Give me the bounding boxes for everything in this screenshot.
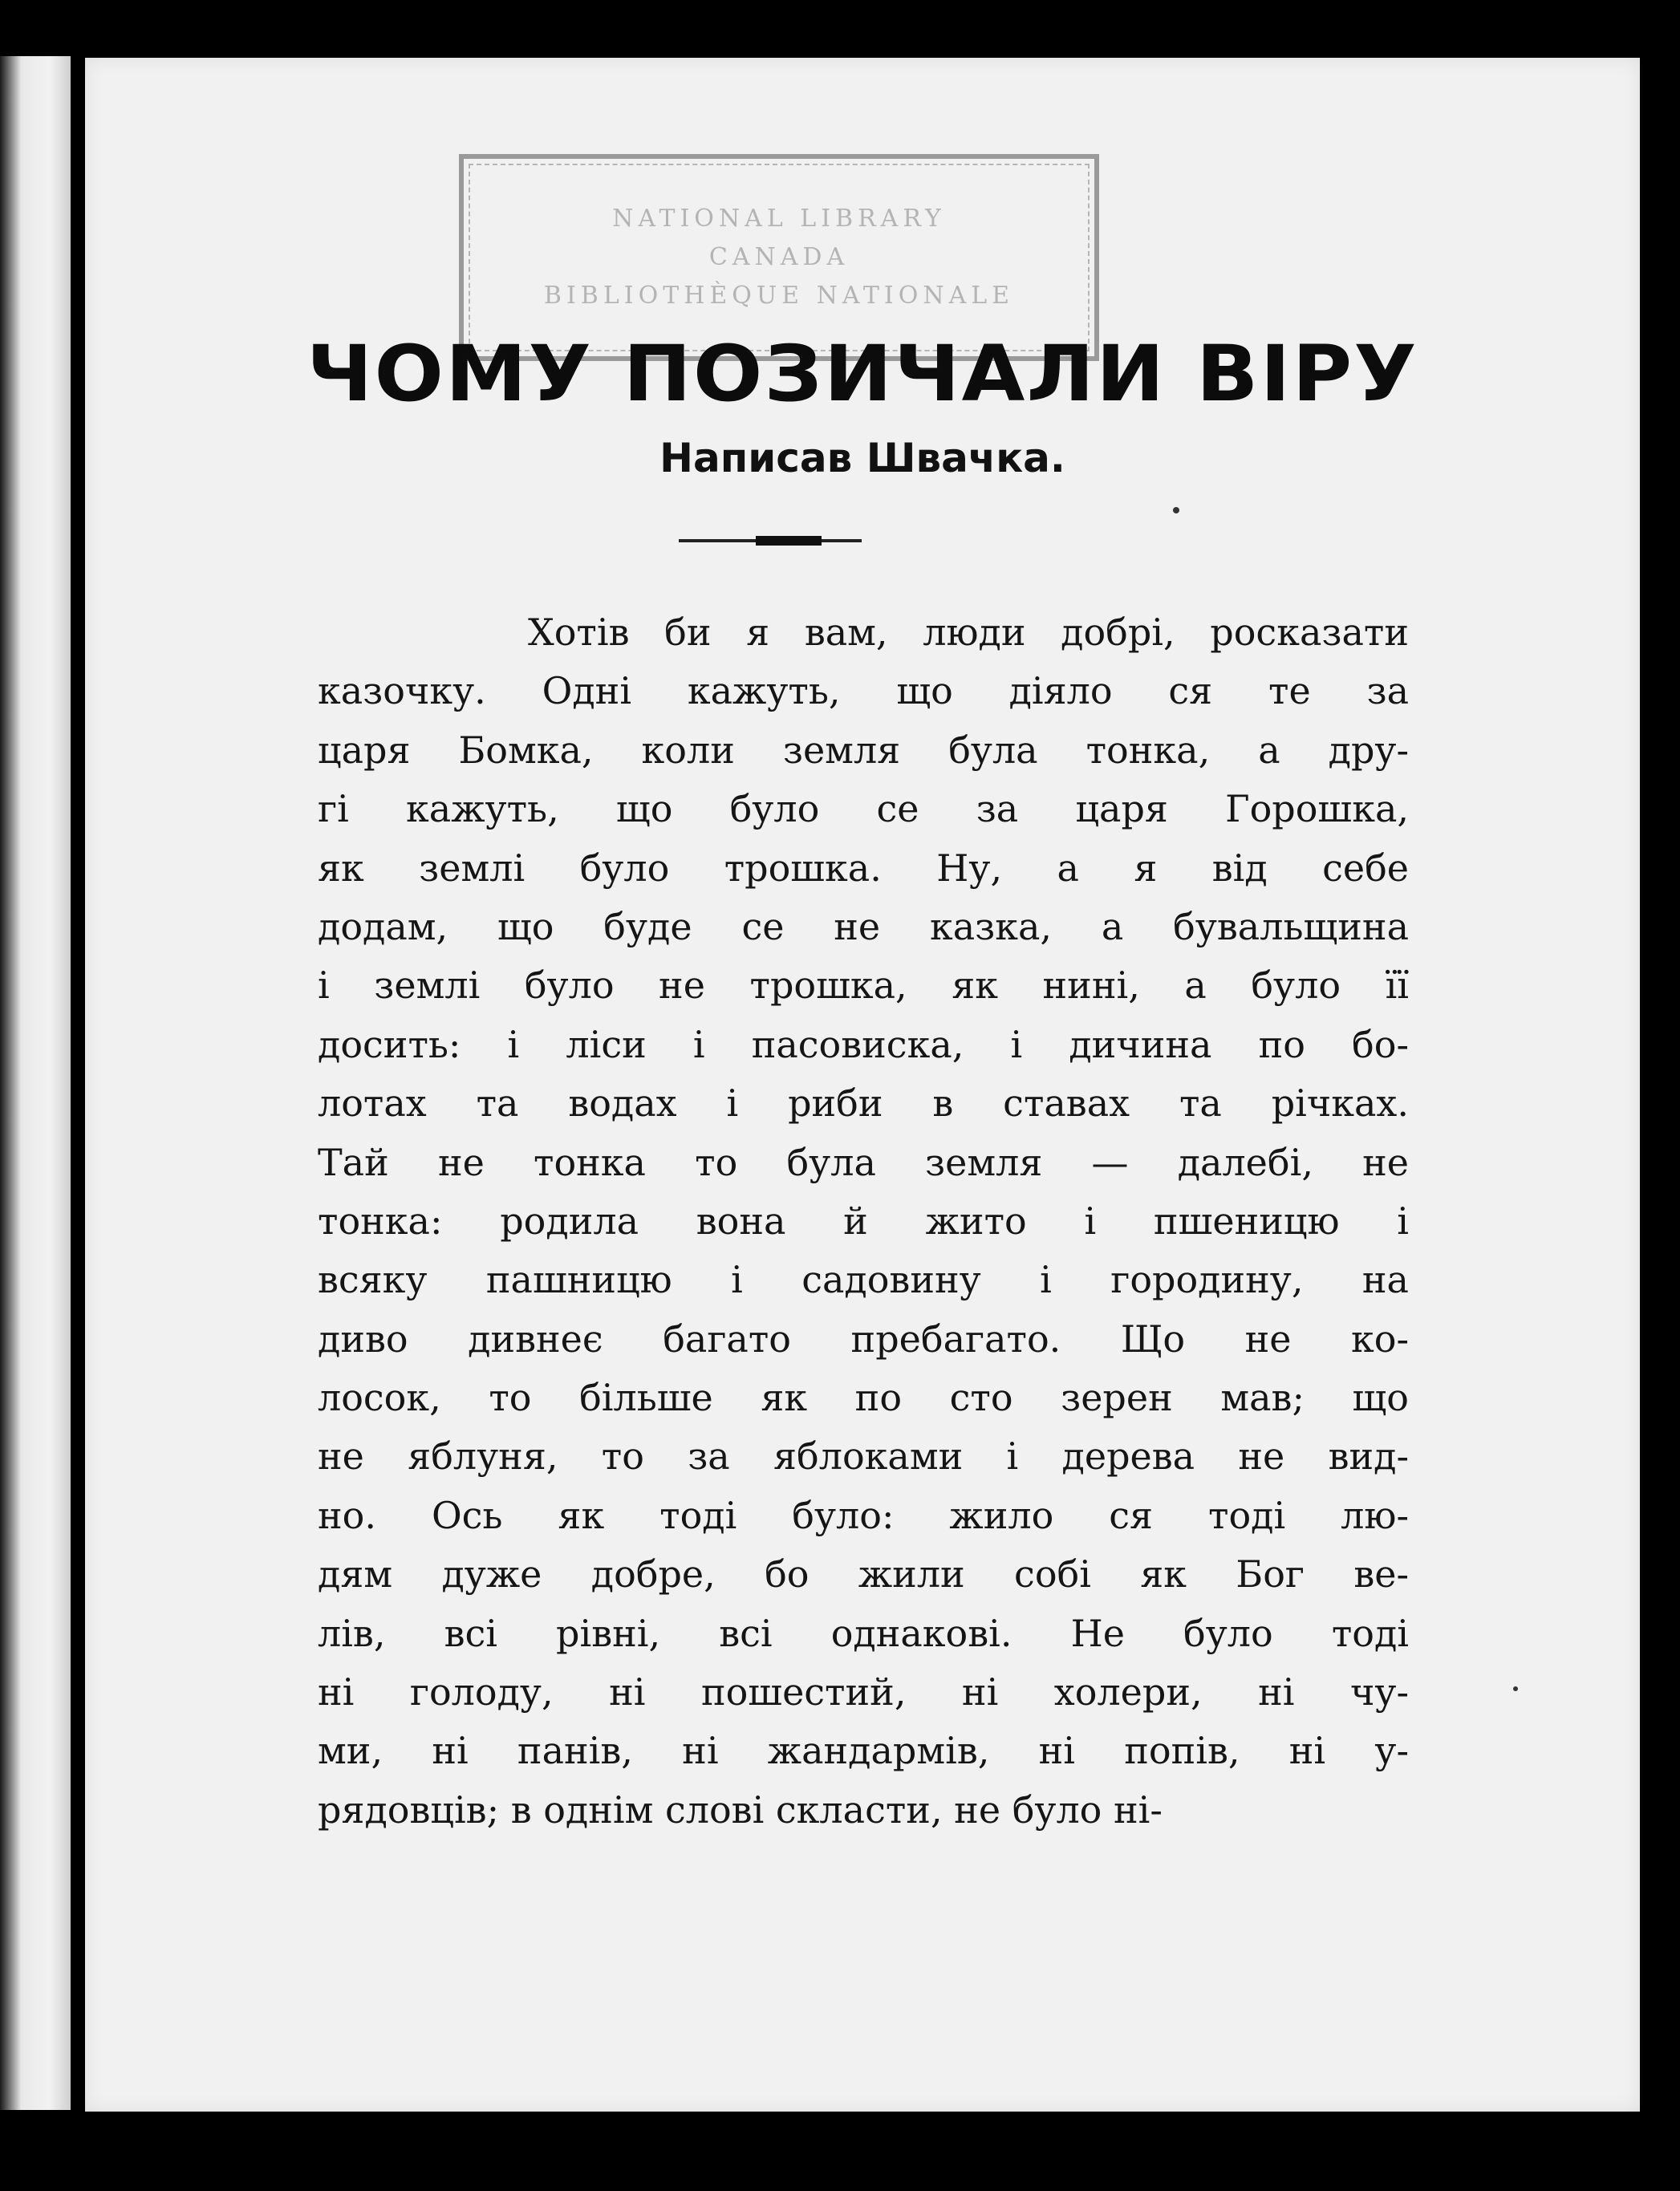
stamp-line: BIBLIOTHÈQUE NATIONALE bbox=[543, 282, 1015, 310]
body-text bbox=[318, 603, 1409, 1840]
body-line: додам, що буде се не казка, а бувальщина bbox=[318, 904, 1409, 948]
body-line: рядовців; в однім слові скласти, не було ні- bbox=[318, 1787, 1163, 1832]
print-speck bbox=[1173, 507, 1179, 513]
body-line: досить: і ліси і пасовиска, і дичина по бо- bbox=[318, 1022, 1409, 1066]
print-speck bbox=[1513, 1686, 1518, 1691]
stamp-line: CANADA bbox=[708, 243, 850, 271]
body-line: як землі було трошка. Ну, а я від себе bbox=[318, 846, 1409, 890]
body-line: гі кажуть, що було се за царя Горошка, bbox=[318, 787, 1409, 831]
page-title: ЧОМУ ПОЗИЧАЛИ ВІРУ bbox=[306, 329, 1418, 419]
body-line: дям дуже добре, бо жили собі як Бог ве- bbox=[318, 1552, 1409, 1597]
byline: Написав Швачка. bbox=[659, 435, 1065, 481]
body-line: Тай не тонка то була земля — далебі, не bbox=[318, 1140, 1409, 1184]
body-line: но. Ось як тоді було: жило ся тоді лю- bbox=[318, 1493, 1409, 1537]
body-line: Хотів би я вам, люди добрі, росказати bbox=[318, 611, 1409, 654]
body-line: лів, всі рівні, всі однакові. Не було тоді bbox=[318, 1611, 1409, 1655]
body-line: всяку пашницю і садовину і городину, на bbox=[318, 1258, 1409, 1302]
body-line: диво дивнеє багато пребагато. Що не ко- bbox=[318, 1317, 1409, 1361]
body-line: царя Бомка, коли земля була тонка, а дру- bbox=[318, 728, 1409, 772]
ornamental-divider bbox=[679, 539, 862, 542]
body-line: не яблуня, то за яблоками і дерева не вид- bbox=[318, 1434, 1409, 1479]
body-line: лосок, то більше як по сто зерен мав; що bbox=[318, 1376, 1409, 1420]
body-line: ми, ні панів, ні жандармів, ні попів, ні у- bbox=[318, 1729, 1409, 1773]
body-line: ні голоду, ні пошестий, ні холери, ні чу- bbox=[318, 1670, 1409, 1714]
body-line: казочку. Одні кажуть, що діяло ся те за bbox=[318, 669, 1409, 713]
stamp-line: NATIONAL LIBRARY bbox=[612, 205, 946, 233]
body-line: тонка: родила вона й жито і пшеницю і bbox=[318, 1199, 1409, 1243]
page bbox=[85, 58, 1640, 2112]
body-line: лотах та водах і риби в ставах та річках. bbox=[318, 1081, 1409, 1126]
body-line: і землі було не трошка, як нині, а було її bbox=[318, 964, 1409, 1008]
